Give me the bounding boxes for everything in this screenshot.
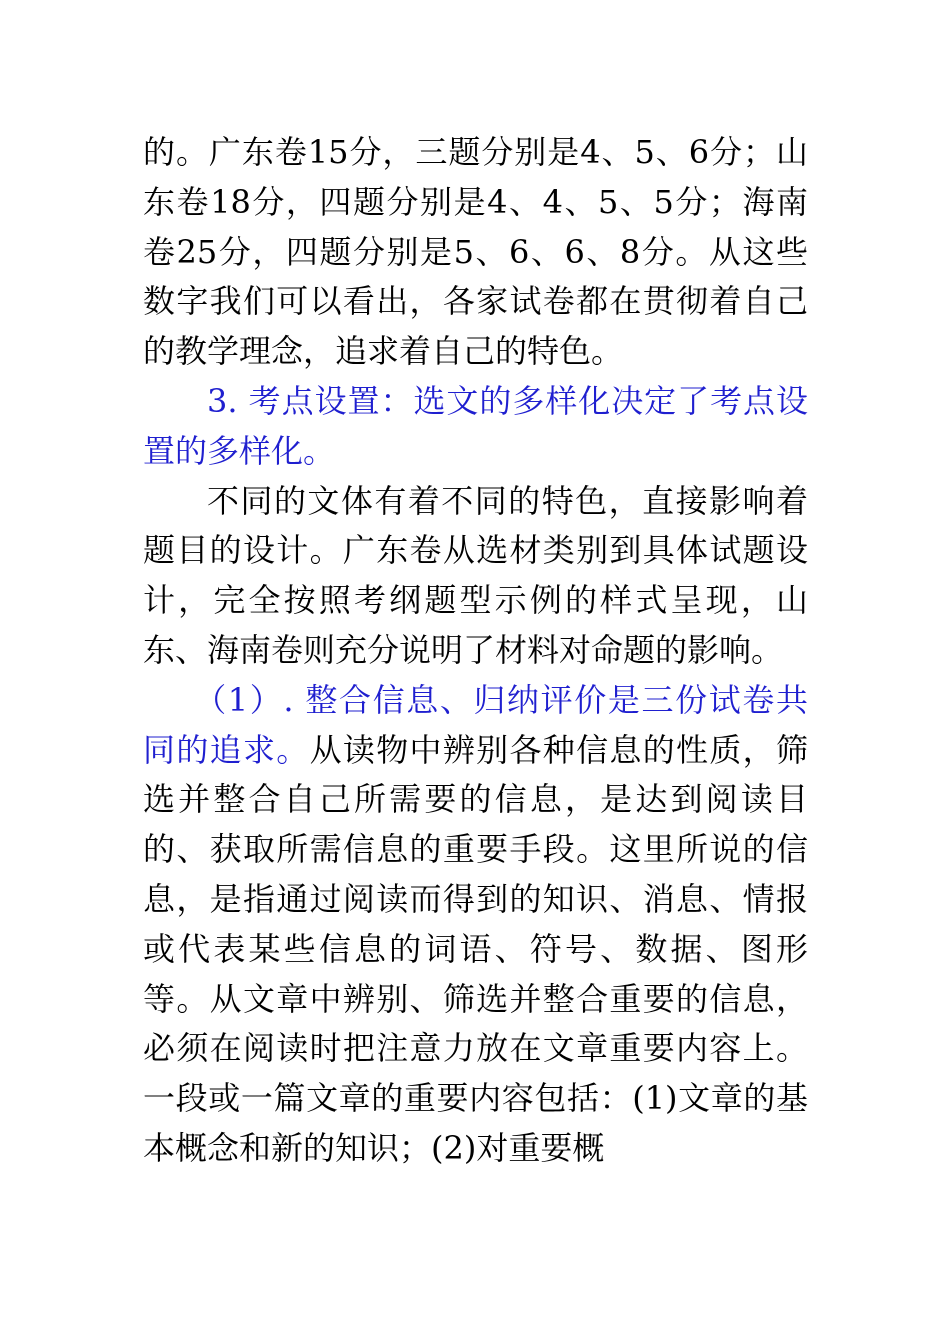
subheading-integrate-information: （1）. 整合信息、归纳评价是三份试卷共同的追求。: [143, 680, 808, 769]
paragraph-scores-text: 的。广东卷15分，三题分别是4、5、6分；山东卷18分，四题分别是4、4、5、5分；海南卷25分，四题分别是5、6、6、8分。从这些数字我们可以看出，各家试卷都在贯彻着自己的教学理念，追求着自己的特色。: [143, 133, 808, 371]
section-heading-exam-points-text: 3. 考点设置：选文的多样化决定了考点设置的多样化。: [143, 381, 808, 470]
document-page: [143, 128, 808, 1174]
paragraph-integrate-information: [143, 676, 808, 1174]
paragraph-integrate-information-text: 从读物中辨别各种信息的性质，筛选并整合自己所需要的信息，是达到阅读目的、获取所需信息的重要手段。这里所说的信息，是指通过阅读而得到的知识、消息、情报或代表某些信息的词语、符号、数据、图形等。从文章中辨别、筛选并整合重要的信息，必须在阅读时把注意力放在文章重要内容上。一段或一篇文章的重要内容包括：(1)文章的基本概念和新的知识；(2)对重要概: [143, 730, 808, 1167]
section-heading-exam-points: [143, 377, 808, 477]
paragraph-genre-impact: [143, 477, 808, 676]
paragraph-scores: [143, 128, 808, 377]
paragraph-genre-impact-text: 不同的文体有着不同的特色，直接影响着题目的设计。广东卷从选材类别到具体试题设计，完全按照考纲题型示例的样式呈现，山东、海南卷则充分说明了材料对命题的影响。: [143, 481, 808, 669]
